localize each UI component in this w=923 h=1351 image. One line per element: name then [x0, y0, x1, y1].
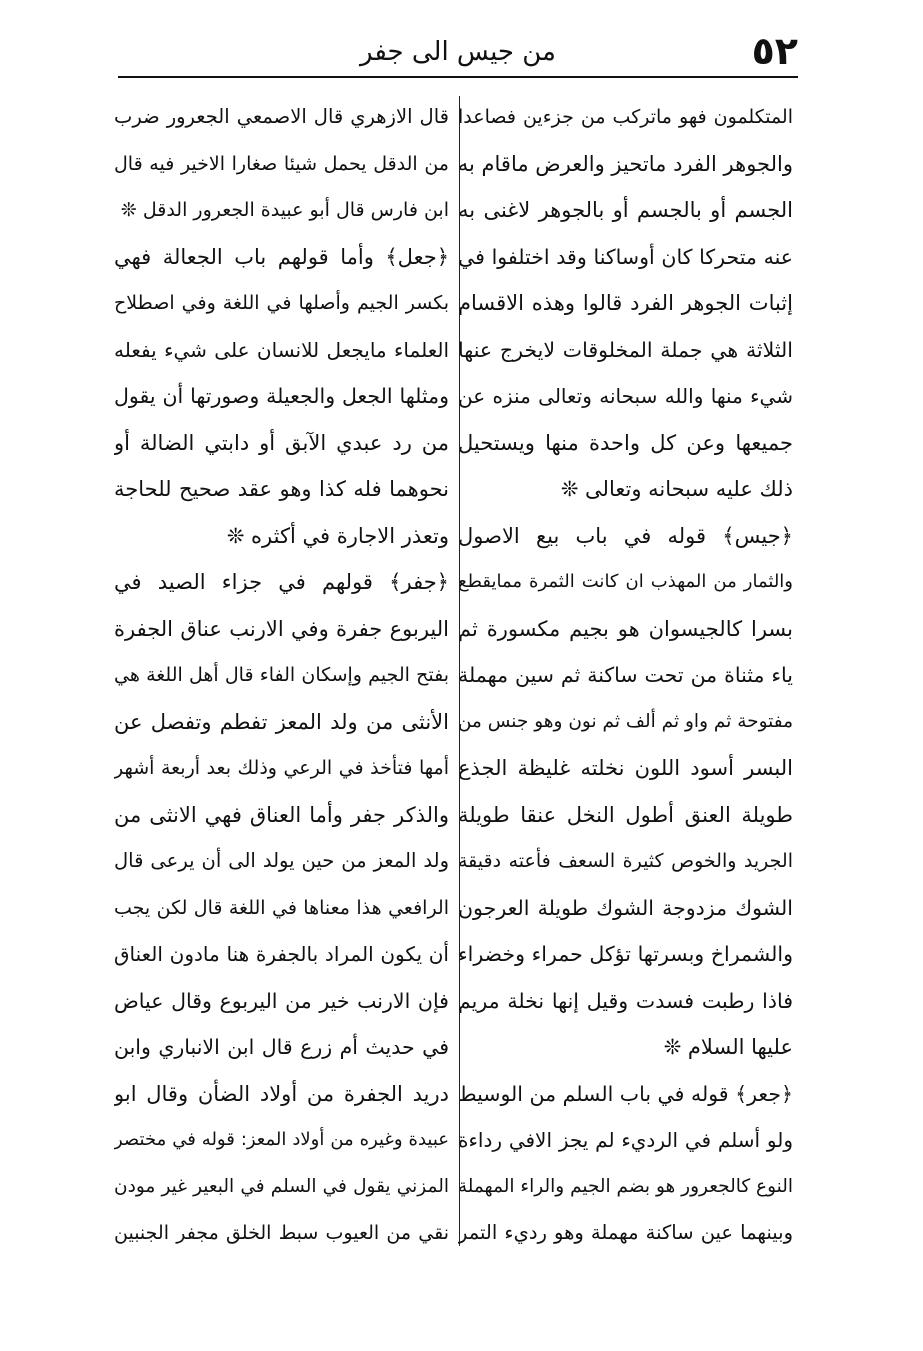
entry-end-line: ابن فارس قال أبو عبيدة الجعرور الدقل ❊: [120, 199, 449, 221]
text-line: نقي من العيوب سبط الخلق مجفر الجنبين: [114, 1222, 449, 1244]
text-line: بسرا كالجيسوان هو بجيم مكسورة ثم: [458, 616, 793, 641]
text-line: والثمار من المهذب ان كانت الثمرة ممايقطع: [458, 571, 793, 592]
text-line: فإن الارنب خير من اليربوع وقال عياض: [114, 988, 449, 1013]
text-line: جميعها وعن كل واحدة منها ويستحيل: [458, 430, 793, 455]
page-number: ٥٢: [751, 29, 798, 73]
text-line: شيء منها والله سبحانه وتعالى منزه عن: [458, 384, 793, 408]
text-line: ولد المعز من حين يولد الى أن يرعى قال: [114, 849, 449, 872]
text-line: المزني يقول في السلم في البعير غير مودن: [114, 1175, 449, 1197]
entry-headword-line: ﴿جعر﴾ قوله في باب السلم من الوسيط: [458, 1081, 793, 1106]
text-line: اليربوع جفرة وفي الارنب عناق الجفرة: [114, 616, 449, 641]
text-line: قال الازهري قال الاصمعي الجعرور ضرب: [114, 105, 449, 128]
text-line: نحوهما فله كذا وهو عقد صحيح للحاجة: [114, 477, 449, 501]
text-line: أن يكون المراد بالجفرة هنا مادون العناق: [114, 942, 449, 966]
left-column: [114, 94, 449, 1257]
entry-end-line: ذلك عليه سبحانه وتعالى ❊: [560, 477, 793, 501]
entry-headword-line: ﴿جيس﴾ قوله في باب بيع الاصول: [458, 523, 793, 548]
running-title: من جيس الى جفر: [360, 37, 556, 67]
text-line: من رد عبدي الآبق أو دابتي الضالة أو: [114, 430, 449, 455]
text-line: بكسر الجيم وأصلها في اللغة وفي اصطلاح: [114, 292, 449, 314]
page-header: [118, 28, 798, 74]
entry-end-line: وتعذر الاجارة في أكثره ❊: [226, 523, 449, 548]
text-line: الثلاثة هي جملة المخلوقات لايخرج عنها: [458, 337, 793, 362]
header-rule: [118, 76, 798, 78]
text-line: ولو أسلم في الرديء لم يجز الافي رداءة: [458, 1128, 793, 1152]
column-divider: [459, 96, 460, 1246]
text-line: بفتح الجيم وإسكان الفاء قال أهل اللغة هي: [114, 664, 449, 686]
text-line: ياء مثناة من تحت ساكنة ثم سين مهملة: [458, 663, 793, 687]
text-line: ومثلها الجعل والجعيلة وصورتها أن يقول: [114, 384, 449, 408]
entry-headword-line: ﴿جعل﴾ وأما قولهم باب الجعالة فهي: [114, 244, 449, 269]
text-line: الجريد والخوص كثيرة السعف فأعته دقيقة: [458, 850, 793, 872]
text-line: المتكلمون فهو ماتركب من جزءين فصاعدا: [458, 106, 793, 128]
text-line: من الدقل يحمل شيئا صغارا الاخير فيه قال: [114, 152, 449, 175]
right-column: [458, 94, 793, 1257]
text-line: الرافعي هذا معناها في اللغة قال لكن يجب: [114, 896, 449, 919]
text-line: العلماء مايجعل للانسان على شيء يفعله: [114, 337, 449, 362]
text-line: فاذا رطبت فسدت وقيل إنها نخلة مريم: [458, 988, 793, 1013]
text-line: الأنثى من ولد المعز تفطم وتفصل عن: [114, 709, 449, 734]
text-line: دريد الجفرة من أولاد الضأن وقال ابو: [114, 1081, 449, 1106]
entry-headword-line: ﴿جفر﴾ قولهم في جزاء الصيد في: [114, 570, 449, 594]
text-line: والذكر جفر وأما العناق فهي الانثى من: [114, 802, 449, 827]
text-line: أمها فتأخذ في الرعي وذلك بعد أربعة أشهر: [114, 757, 449, 779]
text-line: إثبات الجوهر الفرد قالوا وهذه الاقسام: [458, 291, 793, 315]
text-line: البسر أسود اللون نخلته غليظة الجذع: [458, 756, 793, 780]
text-line: النوع كالجعرور هو بضم الجيم والراء المهملة: [458, 1175, 793, 1197]
text-line: والشمراخ وبسرتها تؤكل حمراء وخضراء: [458, 942, 793, 966]
text-line: عبيدة وغيره من أولاد المعز: قوله في مختصر: [114, 1129, 449, 1150]
text-line: والجوهر الفرد ماتحيز والعرض ماقام به: [458, 151, 793, 176]
text-line: مفتوحة ثم واو ثم ألف ثم نون وهو جنس من: [458, 710, 793, 732]
text-line: عنه متحركا كان أوساكنا وقد اختلفوا في: [458, 244, 793, 269]
entry-end-line: عليها السلام ❊: [663, 1035, 793, 1059]
text-line: الشوك مزدوجة الشوك طويلة العرجون: [458, 895, 793, 920]
text-line: وبينهما عين ساكنة مهملة وهو رديء التمر: [458, 1221, 793, 1244]
text-line: طويلة العنق أطول النخل عنقا طويلة: [458, 802, 793, 827]
text-line: الجسم أو بالجسم أو بالجوهر لاغنى به: [458, 198, 793, 222]
text-line: في حديث أم زرع قال ابن الانباري وابن: [114, 1035, 449, 1059]
